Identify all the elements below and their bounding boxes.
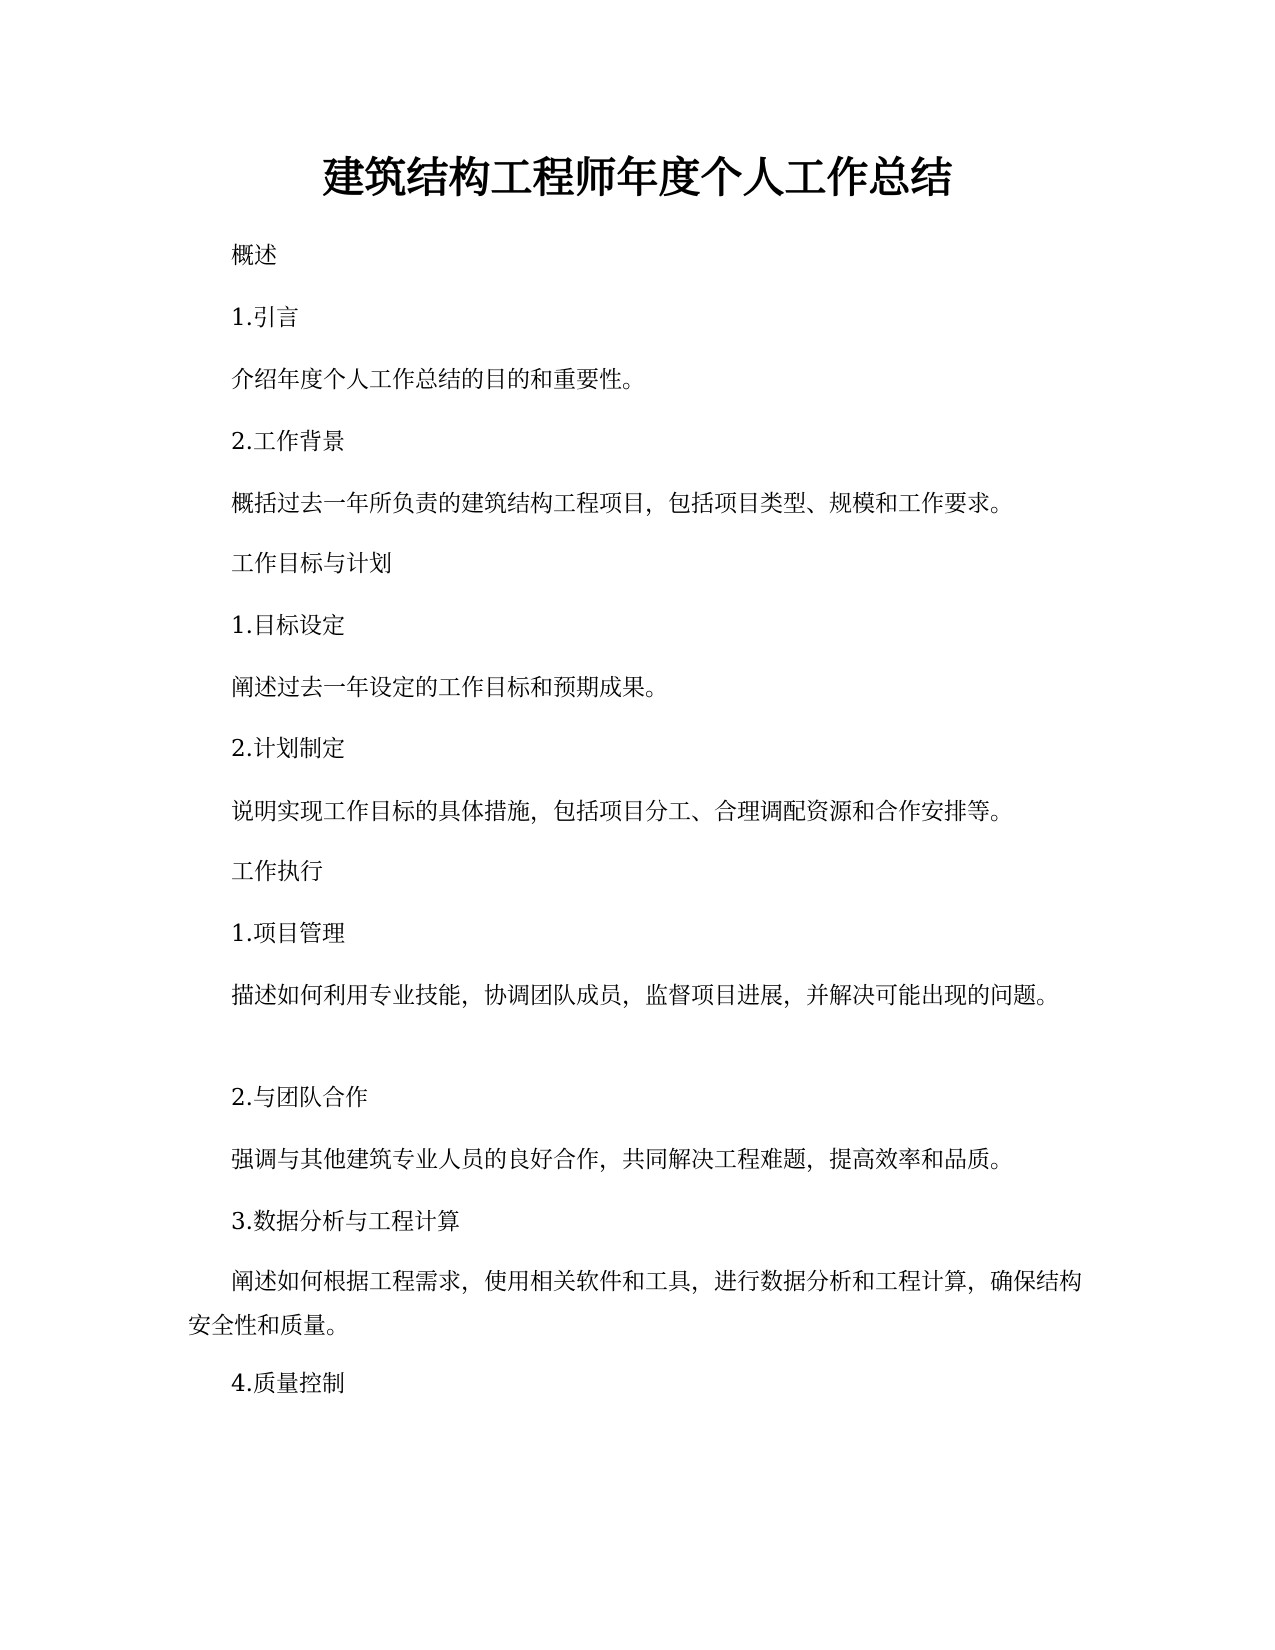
section-heading-execution: 工作执行 [231, 859, 323, 885]
paragraph-project-management: 描述如何利用专业技能，协调团队成员，监督项目进展，并解决可能出现的问题。 [231, 983, 1059, 1009]
subheading-data-analysis: 3.数据分析与工程计算 [231, 1209, 460, 1235]
paragraph-plan-making: 说明实现工作目标的具体措施，包括项目分工、合理调配资源和合作安排等。 [231, 799, 1013, 825]
section-heading-goals-plans: 工作目标与计划 [231, 551, 392, 577]
paragraph-data-analysis: 阐述如何根据工程需求，使用相关软件和工具，进行数据分析和工程计算，确保结构安全性和质量。 [188, 1269, 1082, 1339]
subheading-goal-setting: 1.目标设定 [231, 613, 345, 639]
paragraph-work-background: 概括过去一年所负责的建筑结构工程项目，包括项目类型、规模和工作要求。 [231, 491, 1013, 517]
subheading-introduction: 1.引言 [231, 305, 299, 331]
page-title: 建筑结构工程师年度个人工作总结 [322, 153, 953, 202]
paragraph-introduction: 介绍年度个人工作总结的目的和重要性。 [231, 367, 645, 393]
subheading-quality-control: 4.质量控制 [231, 1371, 345, 1397]
subheading-teamwork: 2.与团队合作 [231, 1085, 368, 1111]
subheading-plan-making: 2.计划制定 [231, 736, 345, 762]
section-heading-overview: 概述 [231, 243, 277, 269]
paragraph-goal-setting: 阐述过去一年设定的工作目标和预期成果。 [231, 675, 668, 701]
subheading-work-background: 2.工作背景 [231, 429, 345, 455]
subheading-project-management: 1.项目管理 [231, 921, 345, 947]
paragraph-teamwork: 强调与其他建筑专业人员的良好合作，共同解决工程难题，提高效率和品质。 [231, 1147, 1013, 1173]
